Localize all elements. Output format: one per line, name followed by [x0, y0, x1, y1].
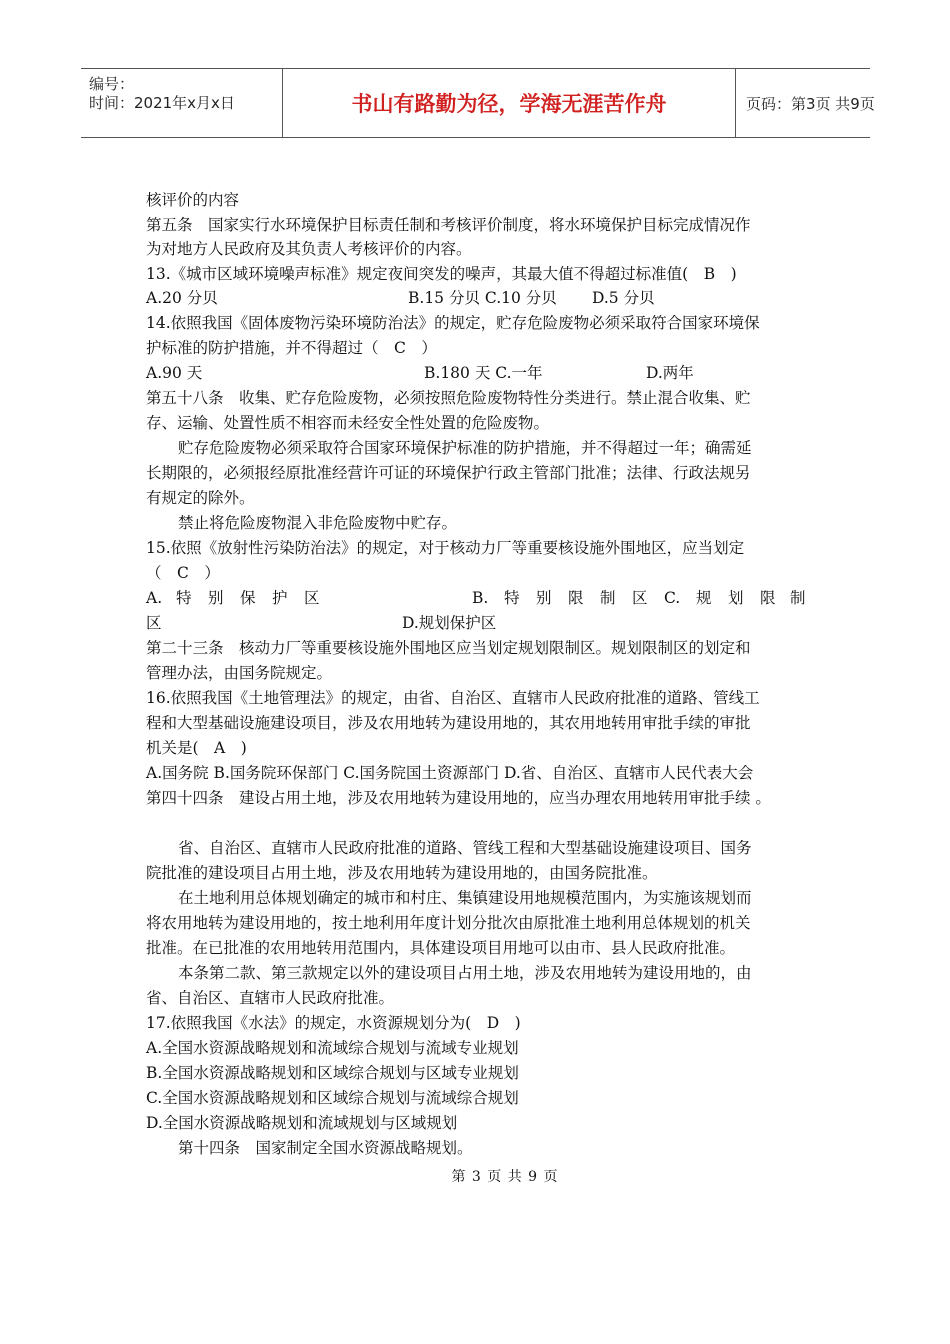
text-line: （ C ） — [146, 564, 220, 582]
text-line: 为对地方人民政府及其负责人考核评价的内容。 — [146, 240, 472, 258]
question-15: 15.依照《放射性污染防治法》的规定，对于核动力厂等重要核设施外围地区，应当划定 — [146, 539, 745, 557]
option-char: 区 — [632, 589, 648, 607]
text-line: 长期限的，必须报经原批准经营许可证的环境保护行政主管部门批准；法律、行政法规另 — [146, 464, 751, 482]
option-char: 特 — [176, 589, 192, 607]
question-13: 13.《城市区域环境噪声标准》规定夜间突发的噪声，其最大值不得超过标准值( B ) — [146, 265, 737, 283]
question-16-options: A.国务院 B.国务院环保部门 C.国务院国土资源部门 D.省、自治区、直辖市人民代表大会 — [146, 764, 754, 782]
text-line: 本条第二款、第三款规定以外的建设项目占用土地，涉及农用地转为建设用地的，由 — [178, 964, 752, 982]
text-line: 将农用地转为建设用地的，按土地利用年度计划分批次由原批准土地利用总体规划的机关 — [146, 914, 751, 932]
text-line: 贮存危险废物必须采取符合国家环境保护标准的防护措施，并不得超过一年；确需延 — [178, 439, 752, 457]
text-line: 第五十八条 收集、贮存危险废物，必须按照危险废物特性分类进行。禁止混合收集、贮 — [146, 389, 751, 407]
option-a-label: A. — [146, 589, 163, 607]
option-c-label: C. — [664, 589, 681, 607]
option-a: A.全国水资源战略规划和流域综合规划与流域专业规划 — [146, 1039, 519, 1057]
option-char: 区 — [304, 589, 320, 607]
option-a: A.20 分贝 — [146, 289, 218, 307]
header-motto: 书山有路勤为径，学海无涯苦作舟 — [283, 69, 736, 137]
option-a: A.90 天 — [146, 364, 203, 382]
option-d: D.两年 — [646, 364, 694, 382]
page-footer: 第 3 页 共 9 页 — [451, 1169, 559, 1185]
option-char: 规 — [696, 589, 712, 607]
text-line: 存、运输、处置性质不相容而未经安全性处置的危险废物。 — [146, 414, 550, 432]
header-meta-cell — [81, 69, 283, 137]
question-16: 16.依照我国《土地管理法》的规定，由省、自治区、直辖市人民政府批准的道路、管线工 — [146, 689, 760, 707]
option-bc: B.15 分贝 C.10 分贝 — [408, 289, 557, 307]
option-d: D.规划保护区 — [402, 614, 497, 632]
question-17: 17.依照我国《水法》的规定，水资源规划分为( D ) — [146, 1014, 521, 1032]
option-char: 制 — [790, 589, 806, 607]
option-b: B.全国水资源战略规划和区域综合规划与区域专业规划 — [146, 1064, 519, 1082]
option-d: D.全国水资源战略规划和流域规划与区域规划 — [146, 1114, 458, 1132]
option-char: 制 — [600, 589, 616, 607]
text-line: 第五条 国家实行水环境保护目标责任制和考核评价制度，将水环境保护目标完成情况作 — [146, 216, 751, 234]
text-line: 有规定的除外。 — [146, 489, 255, 507]
text-line: 批准。在已批准的农用地转用范围内，具体建设项目用地可以由市、县人民政府批准。 — [146, 939, 736, 957]
option-char: 限 — [568, 589, 584, 607]
text-line: 禁止将危险废物混入非危险废物中贮存。 — [178, 514, 458, 532]
text-line: 在土地利用总体规划确定的城市和村庄、集镇建设用地规模范围内，为实施该规划而 — [178, 889, 752, 907]
text-line: 管理办法，由国务院规定。 — [146, 664, 333, 682]
option-c: C.全国水资源战略规划和区域综合规划与流域综合规划 — [146, 1089, 519, 1107]
text-line: 核评价的内容 — [146, 191, 240, 209]
date-label: 时间：2021年x月x日 — [89, 94, 235, 112]
text-line: 第二十三条 核动力厂等重要核设施外围地区应当划定规划限制区。规划限制区的划定和 — [146, 639, 751, 657]
page-header — [81, 68, 875, 138]
option-char: 别 — [208, 589, 224, 607]
text-line: 第十四条 国家制定全国水资源战略规划。 — [178, 1139, 473, 1157]
option-char: 保 — [240, 589, 256, 607]
text-line: 院批准的建设项目占用土地，涉及农用地转为建设用地的，由国务院批准。 — [146, 864, 658, 882]
code-label: 编号： — [89, 75, 135, 93]
option-char: 别 — [536, 589, 552, 607]
option-bc: B.180 天 C.一年 — [424, 364, 543, 382]
text-line: 省、自治区、直辖市人民政府批准。 — [146, 989, 395, 1007]
option-wrap: 区 — [146, 614, 162, 632]
option-char: 特 — [504, 589, 520, 607]
option-char: 限 — [760, 589, 776, 607]
option-b-label: B. — [472, 589, 489, 607]
text-line: 程和大型基础设施建设项目，涉及农用地转为建设用地的，其农用地转用审批手续的审批 — [146, 714, 751, 732]
text-line: 省、自治区、直辖市人民政府批准的道路、管线工程和大型基础设施建设项目、国务 — [178, 839, 752, 857]
option-char: 护 — [272, 589, 288, 607]
text-line: 护标准的防护措施，并不得超过（ C ） — [146, 339, 437, 357]
text-line: 第四十四条 建设占用土地，涉及农用地转为建设用地的，应当办理农用地转用审批手续 。 — [146, 789, 771, 807]
header-page-info: 页码：第3页 共9页 — [746, 94, 875, 113]
question-14: 14.依照我国《固体废物污染环境防治法》的规定，贮存危险废物必须采取符合国家环境保 — [146, 314, 760, 332]
text-line: 机关是( A ) — [146, 739, 247, 757]
option-d: D.5 分贝 — [592, 289, 655, 307]
option-char: 划 — [728, 589, 744, 607]
